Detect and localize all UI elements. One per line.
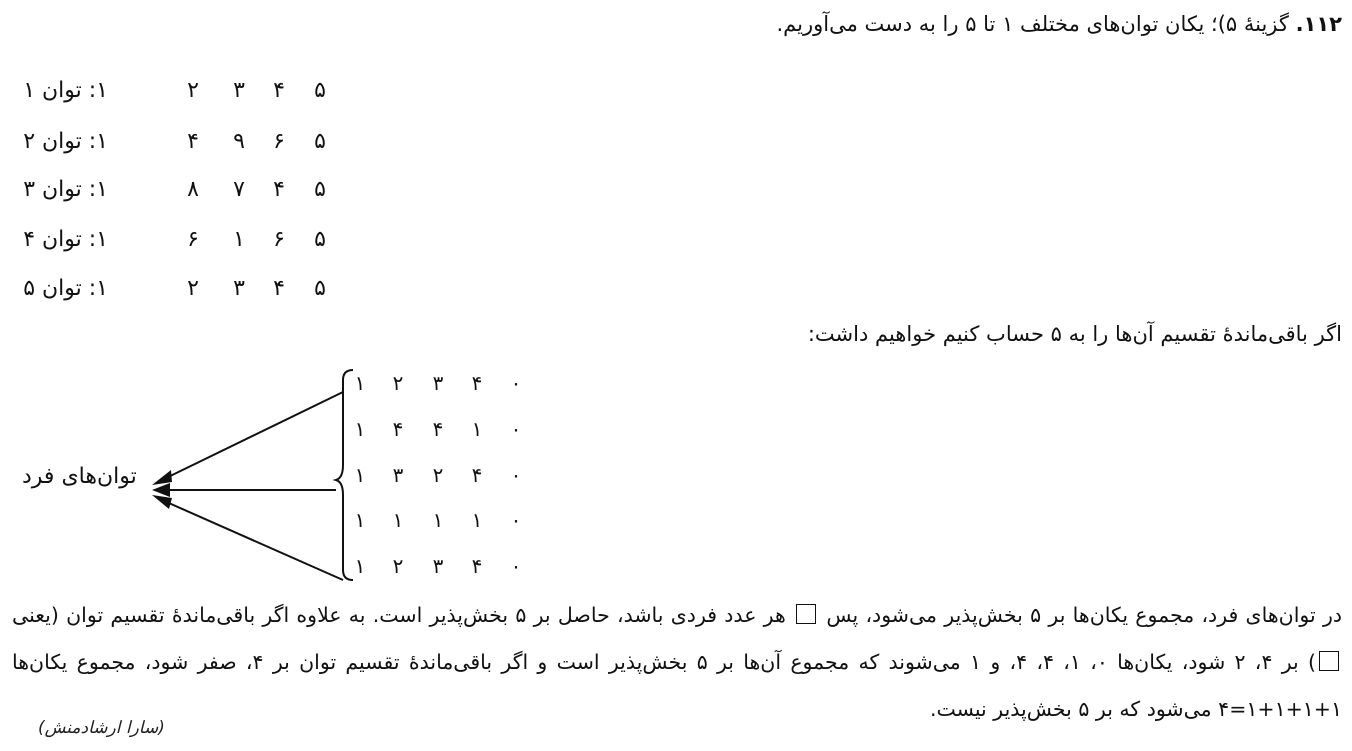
powers-digit: ۲	[187, 276, 199, 301]
blank-box	[796, 604, 816, 624]
powers-digit: ۵	[314, 129, 326, 154]
paragraph-part-3: ) بر ۴، ۲ شود، یکان‌ها ۰، ۱، ۴، ۴، و ۱ می‌شوند که مجموع آن‌ها بر ۵ بخش‌پذیر است و اگر باقی‌ماندهٔ تقسیم توان بر ۴، صفر شود، مجموع یکان‌ها ۱+۱+۱+۱=۴ می‌شود که بر ۵ بخش‌پذیر نیست.	[12, 650, 1342, 721]
remainder-intro: اگر باقی‌ماندهٔ تقسیم آن‌ها را به ۵ حساب کنیم خواهیم داشت:	[807, 322, 1342, 346]
powers-digit: ۵	[314, 78, 326, 103]
remainder-digit: ۴	[471, 463, 483, 487]
odd-powers-label: توان‌های فرد	[22, 464, 137, 489]
powers-digit: ۵	[314, 276, 326, 301]
remainder-digit: ۱	[354, 463, 366, 487]
powers-digit: ۲	[187, 78, 199, 103]
powers-digit: ۳	[233, 78, 245, 103]
author-credit: (سارا ارشادمنش)	[38, 718, 165, 738]
remainder-digit: ۲	[392, 554, 404, 578]
arrowhead-top	[152, 470, 172, 485]
question-choice: گزینهٔ ۵)؛	[1211, 12, 1289, 36]
remainder-digit: ۰	[510, 417, 522, 441]
powers-digit: ۳	[233, 276, 245, 301]
remainder-digit: ۳	[432, 554, 444, 578]
powers-digit: ۶	[273, 227, 285, 252]
remainder-digit: ۱	[392, 508, 404, 532]
remainder-digit: ۳	[392, 463, 404, 487]
remainder-digit: ۴	[471, 554, 483, 578]
remainder-digit: ۲	[392, 371, 404, 395]
powers-row-label: ۱: توان ۱	[23, 78, 108, 103]
remainder-digit: ۱	[354, 554, 366, 578]
remainder-digit: ۰	[510, 463, 522, 487]
remainder-digit: ۱	[471, 417, 483, 441]
remainder-digit: ۰	[510, 508, 522, 532]
blank-box	[1319, 651, 1339, 671]
remainder-digit: ۴	[432, 417, 444, 441]
remainder-row	[350, 463, 530, 489]
powers-digit: ۶	[273, 129, 285, 154]
arrow-bottom	[162, 500, 343, 580]
remainder-digit: ۱	[354, 508, 366, 532]
paragraph-part-1: در توان‌های فرد، مجموع یکان‌ها بر ۵ بخش‌پذیر می‌شود، پس	[826, 603, 1342, 627]
powers-digit: ۴	[187, 129, 199, 154]
remainder-digit: ۰	[510, 554, 522, 578]
question-number: ۱۱۲.	[1295, 12, 1342, 36]
powers-digit: ۹	[233, 129, 245, 154]
remainder-digit: ۲	[432, 463, 444, 487]
remainder-digit: ۱	[471, 508, 483, 532]
question-statement: یکان توان‌های مختلف ۱ تا ۵ را به دست می‌آوریم.	[776, 12, 1205, 36]
remainder-digit: ۰	[510, 371, 522, 395]
remainder-digit: ۱	[354, 417, 366, 441]
explanation-paragraph	[12, 592, 1342, 733]
powers-digit: ۱	[233, 227, 245, 252]
remainder-digit: ۱	[432, 508, 444, 532]
powers-digit: ۴	[273, 78, 285, 103]
remainder-row	[350, 417, 530, 443]
remainder-digit: ۱	[354, 371, 366, 395]
powers-row-label: ۱: توان ۴	[23, 227, 108, 252]
powers-digit: ۵	[314, 227, 326, 252]
powers-digit: ۸	[187, 177, 199, 202]
arrowhead-bottom	[152, 495, 172, 509]
remainder-digit: ۴	[392, 417, 404, 441]
powers-row-label: ۱: توان ۵	[23, 276, 108, 301]
powers-digit: ۵	[314, 177, 326, 202]
remainder-row	[350, 554, 530, 580]
remainder-digit: ۳	[432, 371, 444, 395]
arrow-top	[162, 392, 343, 480]
remainder-row	[350, 508, 530, 534]
powers-row-label: ۱: توان ۳	[23, 177, 108, 202]
powers-digit: ۴	[273, 177, 285, 202]
paragraph-part-2: هر عدد فردی باشد، حاصل بر ۵ بخش‌پذیر است. به علاوه اگر باقی‌ماندهٔ تقسیم توان (یعنی	[12, 603, 786, 627]
remainder-digit: ۴	[471, 371, 483, 395]
arrowhead-middle	[152, 483, 170, 497]
powers-row-label: ۱: توان ۲	[23, 129, 108, 154]
powers-digit: ۶	[187, 227, 199, 252]
powers-digit: ۷	[233, 177, 245, 202]
remainder-row	[350, 371, 530, 397]
powers-digit: ۴	[273, 276, 285, 301]
